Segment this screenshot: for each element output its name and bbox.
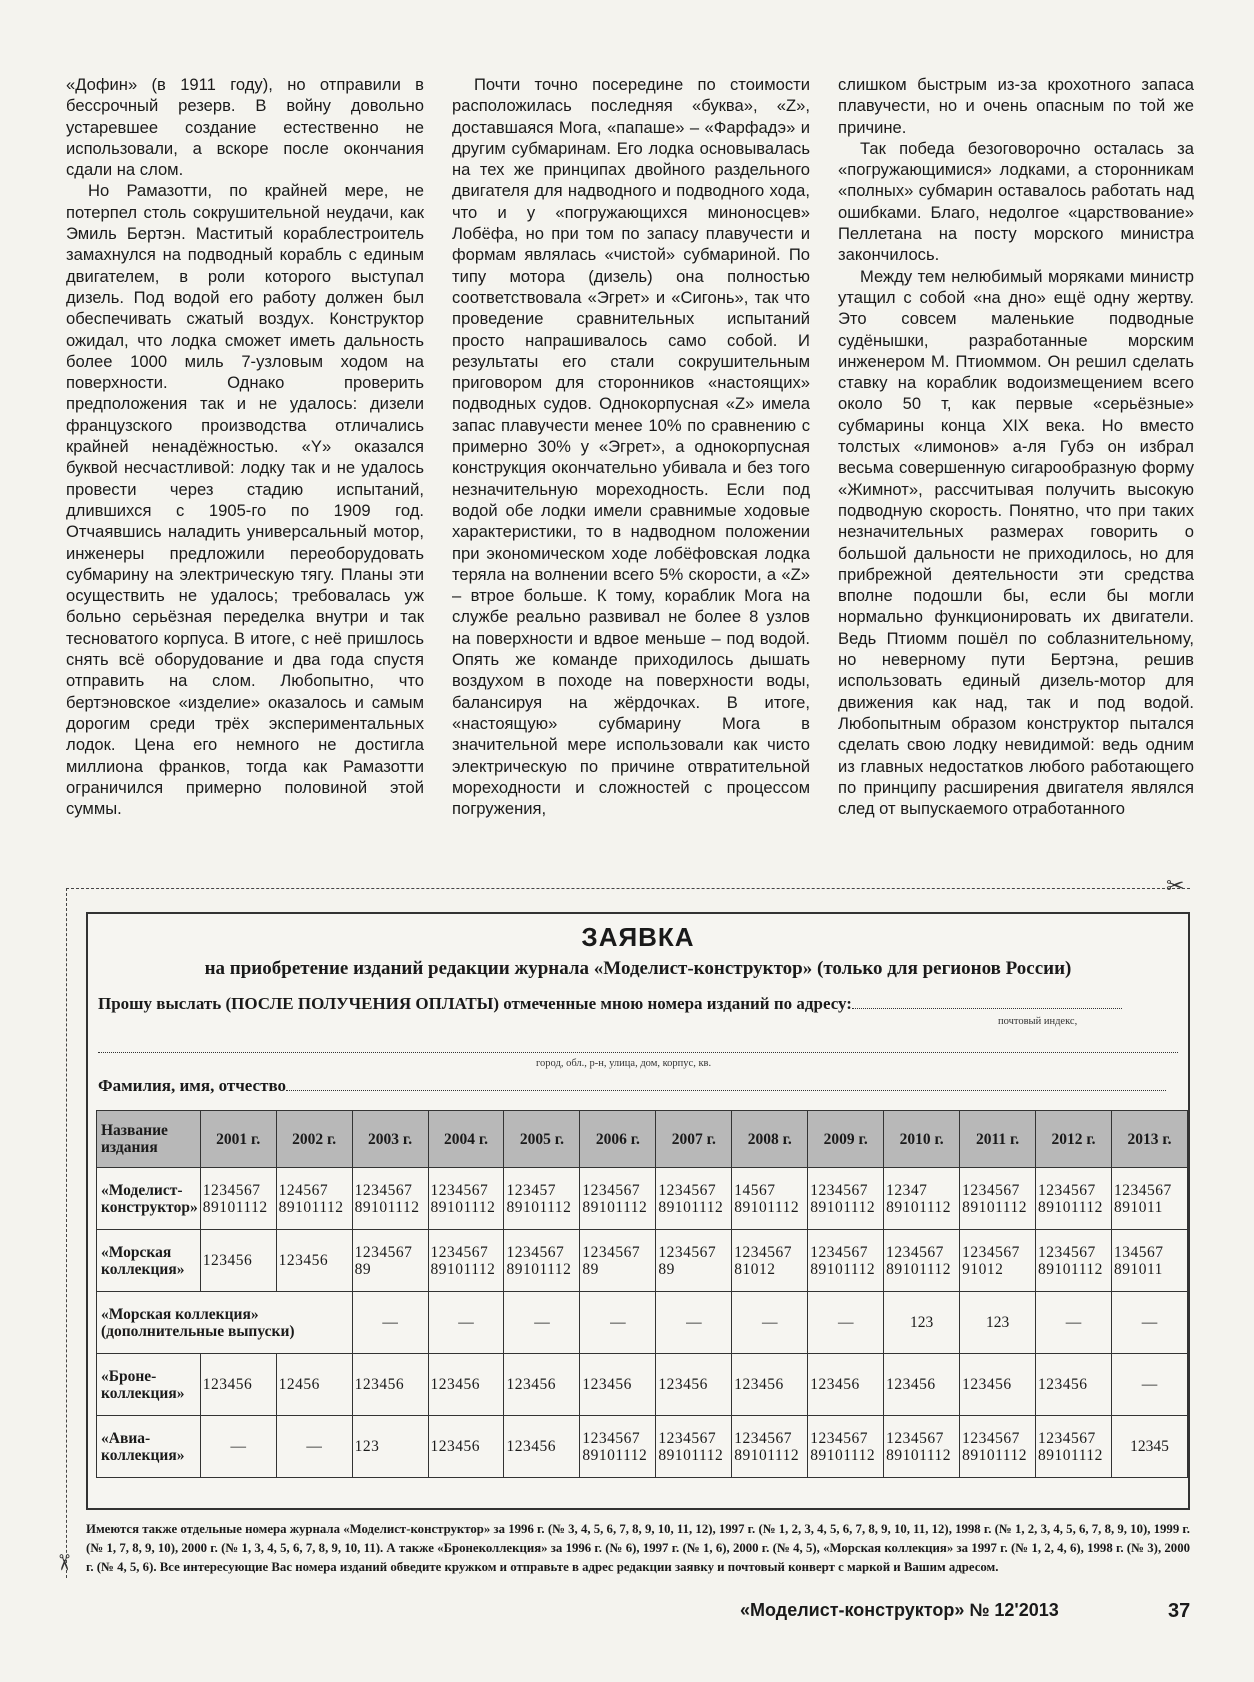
postal-index-field[interactable] (852, 1008, 1122, 1009)
issue-cell: — (352, 1292, 428, 1354)
issue-cell[interactable]: 123 (960, 1292, 1036, 1354)
article-column-1 (66, 74, 424, 819)
issue-cell[interactable]: 1234567 89101112 (428, 1230, 504, 1292)
issue-cell[interactable]: 1234567 89101112 (428, 1168, 504, 1230)
issue-cell[interactable]: 1234567 89101112 (884, 1416, 960, 1478)
year-header: 2001 г. (200, 1111, 276, 1168)
paragraph: Но Рамазотти, по крайней мере, не потерпел столь сокрушительной неудачи, как Эмиль Бертэн. Маститый кораблестроитель замахнулся на подводный корабль с единым двигателем, в роли которого выступал дизель. Под водой его работу должен был обеспечивать сжатый воздух. Конструктор ожидал, что лодка сможет иметь дальность более 1000 миль 7-узловым ходом на поверхности. Однако проверить предположения так и не удалось: дизели французского производства отличались крайней ненадёжностью. «Y» оказался буквой несчастливой: лодку так и не удалось провести через стадию испытаний, длившихся с 1905-го по 1909 год. Отчаявшись наладить универсальный мотор, инженеры предложили переоборудовать субмарину на электрическую тягу. Планы эти осуществить не удалось; требовалась уж больно серьёзная переделка внутри и так тесноватого корпуса. В итоге, с неё пришлось снять всё оборудование и два года спустя отправить на слом. Любопытно, что бертэновское «изделие» оказалось и самым дорогим среди трёх экспериментальных лодок. Цена его немного не достигла миллиона франков, тогда как Рамазотти ограничился примерно половиной этой суммы. (66, 181, 424, 819)
issue-cell[interactable]: 14567 89101112 (732, 1168, 808, 1230)
year-header: 2012 г. (1036, 1111, 1112, 1168)
issue-cell[interactable]: 123456 (352, 1354, 428, 1416)
issue-cell[interactable]: 1234567 89101112 (808, 1168, 884, 1230)
issue-cell: — (580, 1292, 656, 1354)
table-row (97, 1416, 1188, 1478)
issue-cell[interactable]: 1234567 891011 (1111, 1168, 1187, 1230)
issue-cell[interactable]: 123456 (428, 1416, 504, 1478)
address-request-line (98, 994, 1122, 1014)
cut-line-vertical (66, 888, 67, 1578)
paragraph: Так победа безоговорочно осталась за «погружающимися» лодками, а сторонникам «полных» субмарин оставалось работать над ошибками. Благо, недолгое «царствование» Пеллетана на посту морского министра закончилось. (838, 138, 1194, 265)
issue-cell: — (1036, 1292, 1112, 1354)
issue-cell[interactable]: 1234567 89101112 (960, 1416, 1036, 1478)
issue-cell: — (808, 1292, 884, 1354)
issue-cell[interactable]: 123456 (276, 1230, 352, 1292)
year-header: 2010 г. (884, 1111, 960, 1168)
issue-cell: — (276, 1416, 352, 1478)
address-field[interactable] (98, 1052, 1178, 1053)
issue-cell[interactable]: 1234567 91012 (960, 1230, 1036, 1292)
table-row (97, 1230, 1188, 1292)
issue-cell[interactable]: 134567 891011 (1111, 1230, 1187, 1292)
form-note: Имеются также отдельные номера журнала «Моделист-конструктор» за 1996 г. (№ 3, 4, 5, 6, 7, 8, 9, 10, 11, 12), 1997 г. (№ 1, 2, 3, 4, 5, 6, 7, 8, 9, 10, 11, 12), 1998 г. (№ 1, 2, 3, 4, 5, 6, 7, 8, 9, 10), 1999 г. (№ 1, 7, 8, 9, 10), 2000 г. (№ 1, 3, 4, 5, 6, 7, 8, 9, 10, 11). А также «Бронеколлекция» за 1996 г. (№ 6), 1997 г. (№ 1, 6), 2000 г. (№ 4, 5), «Морская коллекция» за 1997 г. (№ 1, 2, 4, 6), 1998 г. (№ 3), 2000 г. (№ 4, 5, 6). Все интересующие Вас номера изданий обведите кружком и отправьте в адрес редакции заявку и почтовый конверт с маркой и Вашим адресом. (86, 1522, 1190, 1574)
order-form (86, 912, 1190, 1510)
article-column-2 (452, 74, 810, 819)
year-header: 2005 г. (504, 1111, 580, 1168)
issue-cell[interactable]: 1234567 89 (352, 1230, 428, 1292)
issue-cell: — (656, 1292, 732, 1354)
page-number: 37 (1168, 1600, 1191, 1622)
publication-name: «Авиа-коллекция» (97, 1416, 201, 1478)
header-name: Название издания (97, 1111, 201, 1168)
issue-cell[interactable]: 1234567 89101112 (352, 1168, 428, 1230)
issue-cell[interactable]: 124567 89101112 (276, 1168, 352, 1230)
issue-cell[interactable]: 1234567 89101112 (1036, 1230, 1112, 1292)
issue-cell[interactable]: 123456 (200, 1230, 276, 1292)
paragraph: слишком быстрым из-за крохотного запаса плавучести, но и очень опасным по той же причине. (838, 75, 1194, 137)
issue-cell[interactable]: 1234567 89 (656, 1230, 732, 1292)
year-header: 2011 г. (960, 1111, 1036, 1168)
scissors-icon: ✂ (50, 1553, 76, 1572)
issue-cell[interactable]: 123456 (200, 1354, 276, 1416)
issue-cell[interactable]: 123 (884, 1292, 960, 1354)
issue-cell[interactable]: 1234567 89101112 (1036, 1168, 1112, 1230)
scissors-icon: ✂ (1166, 874, 1185, 899)
issue-cell[interactable]: 123456 (428, 1354, 504, 1416)
issue-cell[interactable]: 1234567 89101112 (808, 1416, 884, 1478)
issue-cell[interactable]: 123456 (732, 1354, 808, 1416)
paragraph: Почти точно посередине по стоимости расположилась последняя «буква», «Z», доставшаяся Мога, «папаше» – «Фарфадэ» и другим субмаринам. Его лодка основывалась на тех же принципах двойного раздельного двигателя для надводного и подводного хода, что и у «погружающихся миноносцев» Лобёфа, но при том по запасу плавучести и формам являлась «чистой» субмариной. По типу мотора (дизель) она полностью соответствовала «Эгрет» и «Сигонь», так что проведение сравнительных испытаний просто напрашивалось само собой. И результаты его стали сокрушительным приговором для сторонников «настоящих» подводных судов. Однокорпусная «Z» имела запас плавучести менее 10% по сравнению с примерно 30% у «Эгрет», а однокорпусная конструкция окончательно убивала и без того незначительную мореходность. Если под водой обе лодки имели сравнимые ходовые характеристики, то в надводном положении при экономическом ходе лобёфовская лодка теряла на волнении всего 5% скорости, а «Z» – втрое больше. К тому, кораблик Мога на службе реально развивал не более 8 узлов на поверхности и вдвое меньше – под водой. Опять же команде приходилось дышать воздухом в походе на поверхности воды, балансируя на жёрдочках. В итоге, «настоящую» субмарину Мога в значительной мере использовали как чисто электрическую по причине отвратительной мореходности и сложностей с процессом погружения, (452, 75, 810, 819)
issue-cell: — (1111, 1354, 1187, 1416)
year-header: 2007 г. (656, 1111, 732, 1168)
issue-cell[interactable]: 123456 (960, 1354, 1036, 1416)
issues-table (96, 1110, 1188, 1478)
issue-cell[interactable]: 12347 89101112 (884, 1168, 960, 1230)
table-row (97, 1292, 1188, 1354)
issue-cell[interactable]: 1234567 89101112 (200, 1168, 276, 1230)
publication-name: «Морская коллекция» (дополнительные выпуски) (97, 1292, 353, 1354)
issue-cell[interactable]: 12345 (1111, 1416, 1187, 1478)
issue-cell[interactable]: 123456 (656, 1354, 732, 1416)
table-row (97, 1168, 1188, 1230)
full-name-field[interactable] (286, 1090, 1166, 1091)
issue-cell[interactable]: 1234567 89101112 (960, 1168, 1036, 1230)
publication-name: «Моделист-конструктор» (97, 1168, 201, 1230)
issue-cell[interactable]: 12456 (276, 1354, 352, 1416)
magazine-footer: «Моделист-конструктор» № 12'2013 (740, 1600, 1059, 1620)
paragraph: Между тем нелюбимый моряками министр утащил с собой «на дно» ещё одну жертву. Это совсем маленькие подводные судёнышки, разработанные морским инженером М. Птиоммом. Он решил сделать ставку на кораблик водоизмещением всего около 50 т, как первые «серьёзные» субмарины конца XIX века. Но вместо толстых «лимонов» а-ля Губэ он избрал весьма совершенную сигарообразную форму «Жимнот», рассчитывая получить высокую подводную скорость. Понятно, что при таких незначительных размерах говорить о большой дальности не приходилось, но для прибрежной деятельности эти средства вполне подошли бы, если бы могли нормально функционировать их двигатели. Ведь Птиомм пошёл по соблазнительному, но неверному пути Бертэна, решив использовать единый дизель-мотор для движения как над, так и под водой. Любопытным образом конструктор пытался сделать свою лодку невидимой: ведь одним из главных недостатков любого работающего по принципу расширения двигателя являлся след от выпускаемого отработанного (838, 266, 1194, 819)
publication-name: «Морская коллекция» (97, 1230, 201, 1292)
name-label: Фамилия, имя, отчество (98, 1076, 287, 1095)
year-header: 2004 г. (428, 1111, 504, 1168)
name-line (98, 1076, 1166, 1096)
year-header: 2009 г. (808, 1111, 884, 1168)
address-hint: город, обл., р-н, улица, дом, корпус, кв. (536, 1058, 712, 1069)
year-header: 2006 г. (580, 1111, 656, 1168)
issue-cell[interactable]: 1234567 89101112 (656, 1416, 732, 1478)
year-header: 2008 г. (732, 1111, 808, 1168)
issue-cell[interactable]: 123456 (504, 1416, 580, 1478)
issue-cell[interactable]: 1234567 89101112 (732, 1416, 808, 1478)
issue-cell[interactable]: 123456 (580, 1354, 656, 1416)
issue-cell[interactable]: 123456 (884, 1354, 960, 1416)
issue-cell: — (1111, 1292, 1187, 1354)
form-title: ЗАЯВКА (581, 922, 695, 952)
paragraph: «Дофин» (в 1911 году), но отправили в бессрочный резерв. В войну довольно устаревшее создание естественно не использовали, а вскоре после окончания сдали на слом. (66, 75, 424, 180)
year-header: 2013 г. (1111, 1111, 1187, 1168)
issue-cell[interactable]: 1234567 89101112 (1036, 1416, 1112, 1478)
issue-cell[interactable]: 123 (352, 1416, 428, 1478)
issue-cell: — (428, 1292, 504, 1354)
issue-cell: — (732, 1292, 808, 1354)
issue-cell[interactable]: 1234567 81012 (732, 1230, 808, 1292)
issue-cell[interactable]: 1234567 89101112 (808, 1230, 884, 1292)
article-column-3 (838, 74, 1194, 819)
table-row (97, 1354, 1188, 1416)
issue-cell[interactable]: 1234567 89101112 (884, 1230, 960, 1292)
issue-cell: — (200, 1416, 276, 1478)
request-label: Прошу выслать (ПОСЛЕ ПОЛУЧЕНИЯ ОПЛАТЫ) отмеченные мною номера изданий по адресу: (98, 994, 852, 1013)
issue-cell[interactable]: 1234567 89101112 (580, 1416, 656, 1478)
table-header-row (97, 1111, 1188, 1168)
cut-line-horizontal (66, 888, 1190, 889)
year-header: 2002 г. (276, 1111, 352, 1168)
issue-cell[interactable]: 1234567 89101112 (656, 1168, 732, 1230)
issue-cell[interactable]: 123457 89101112 (504, 1168, 580, 1230)
publication-name: «Броне-коллекция» (97, 1354, 201, 1416)
issue-cell[interactable]: 1234567 89101112 (580, 1168, 656, 1230)
issue-cell[interactable]: 1234567 89 (580, 1230, 656, 1292)
issue-cell[interactable]: 123456 (808, 1354, 884, 1416)
form-subtitle: на приобретение изданий редакции журнала «Моделист-конструктор» (только для регионов России) (204, 958, 1072, 979)
year-header: 2003 г. (352, 1111, 428, 1168)
issue-cell[interactable]: 123456 (504, 1354, 580, 1416)
postal-hint: почтовый индекс, (998, 1016, 1078, 1027)
address-line (98, 1038, 1178, 1058)
issue-cell[interactable]: 123456 (1036, 1354, 1112, 1416)
issue-cell[interactable]: 1234567 89101112 (504, 1230, 580, 1292)
issue-cell: — (504, 1292, 580, 1354)
